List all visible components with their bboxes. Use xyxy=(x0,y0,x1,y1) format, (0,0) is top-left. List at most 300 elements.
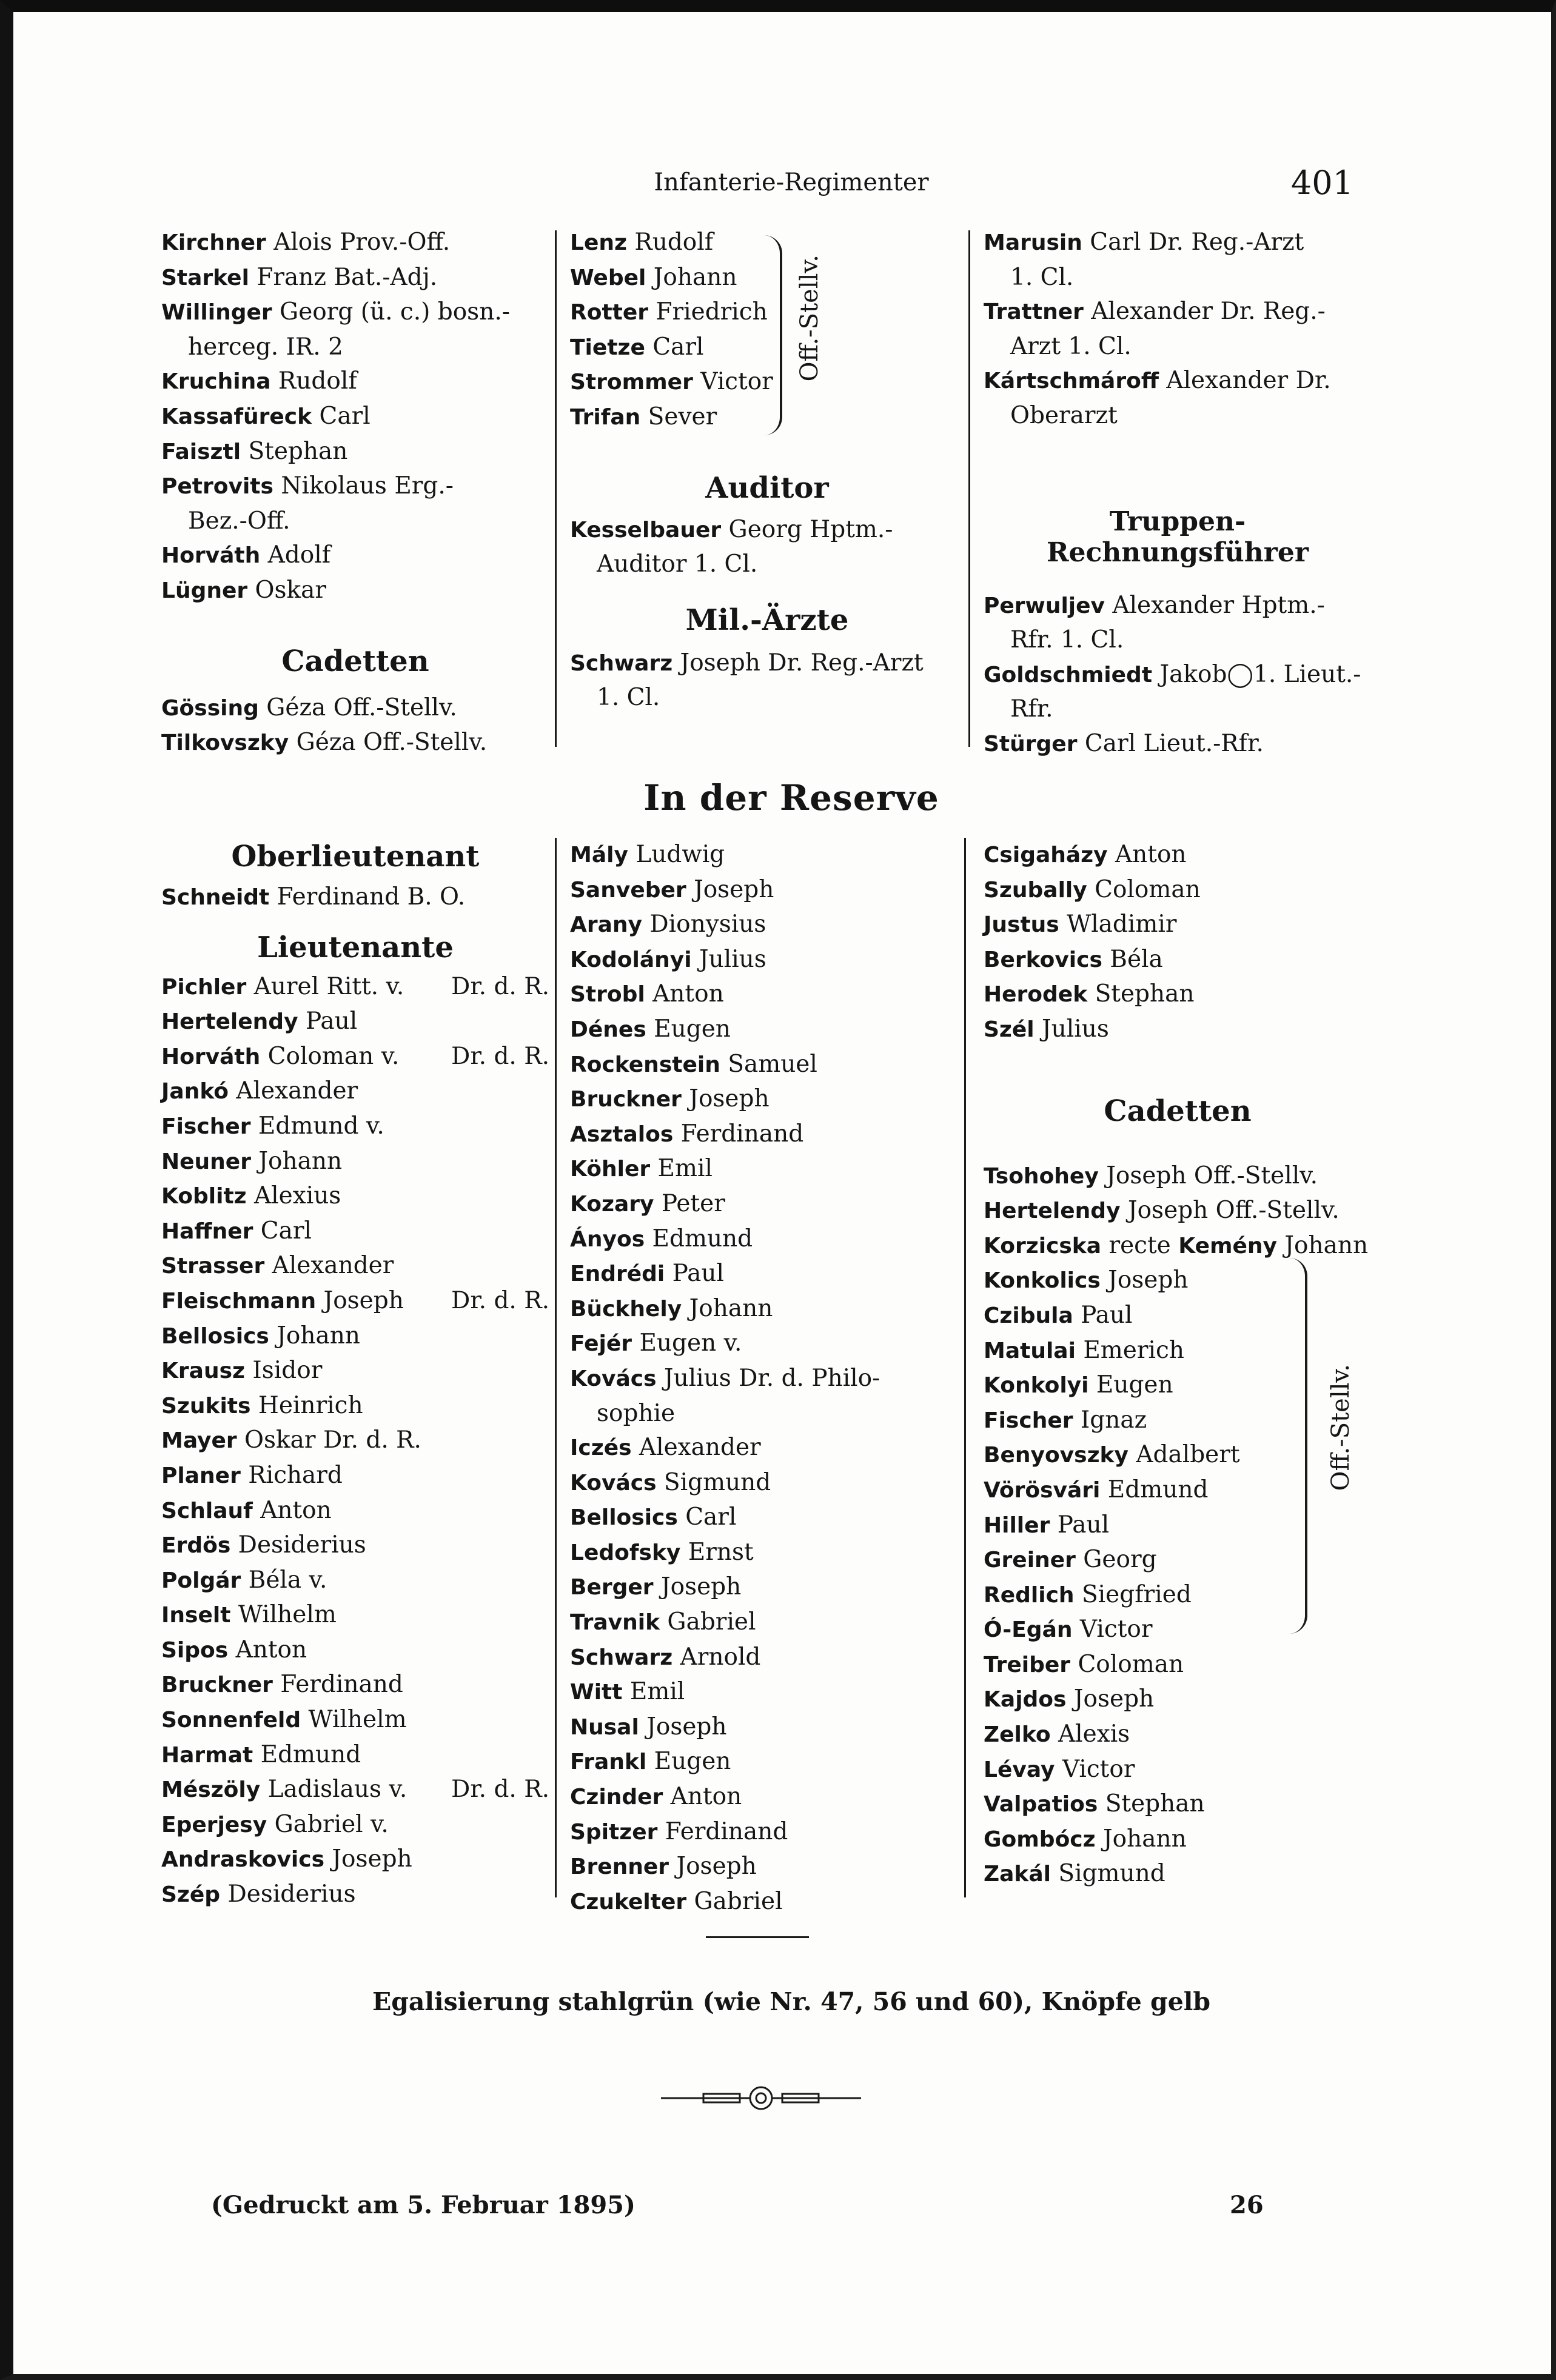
entry-detail: Coloman v. xyxy=(260,1042,400,1070)
entry-surname: Planer xyxy=(161,1463,241,1488)
list-item xyxy=(570,1187,964,1222)
list-item xyxy=(570,547,964,582)
list-item xyxy=(984,1578,1372,1613)
entry-detail: Ferdinand xyxy=(673,1120,804,1148)
entry-detail: Franz Bat.-Adj. xyxy=(249,263,438,291)
offstellv-label-2: Off.-Stellv. xyxy=(1327,1364,1355,1491)
list-item xyxy=(570,1570,964,1605)
entry-surname: Kovács xyxy=(570,1366,657,1391)
cadetten-heading-2: Cadetten xyxy=(1104,1094,1252,1128)
list-item xyxy=(570,1500,964,1536)
entry-detail: Carl xyxy=(253,1217,312,1245)
entry-surname: Bruckner xyxy=(570,1087,682,1112)
list-item xyxy=(570,1640,964,1676)
list-item xyxy=(984,1473,1372,1508)
entry-detail: Dionysius xyxy=(642,911,766,938)
print-date: (Gedruckt am 5. Februar 1895) xyxy=(211,2191,635,2219)
entry-detail: Alexander xyxy=(229,1077,358,1105)
entry-surname: Hertelendy xyxy=(161,1009,298,1035)
entry-detail: Carl xyxy=(677,1503,737,1531)
entry-surname: Gössing xyxy=(161,695,259,721)
entry-surname: Rockenstein xyxy=(570,1052,720,1077)
entry-detail: Heinrich xyxy=(250,1391,363,1419)
list-item xyxy=(984,1857,1372,1892)
entry-detail: Carl Lieut.-Rfr. xyxy=(1077,729,1264,757)
entry-surname: Schlauf xyxy=(161,1498,253,1523)
entry-surname: Kártschmároff xyxy=(984,369,1159,394)
entry-surname: Schwarz xyxy=(570,1645,673,1670)
list-item xyxy=(161,1145,549,1180)
entry-detail: Joseph xyxy=(1100,1266,1189,1294)
column-divider xyxy=(555,838,557,1897)
list-item xyxy=(161,1389,549,1424)
entry-surname: Haffner xyxy=(161,1218,253,1244)
reserve-col1 xyxy=(161,835,549,1913)
entry-detail: Emil xyxy=(622,1678,685,1706)
list-item xyxy=(161,1528,549,1563)
list-item xyxy=(984,226,1372,261)
list-item xyxy=(161,1004,549,1040)
list-item xyxy=(984,1543,1372,1578)
entry-detail: Georg xyxy=(1075,1546,1157,1574)
list-item xyxy=(570,1675,964,1710)
entry-surname: Czukelter xyxy=(570,1889,687,1914)
list-item xyxy=(984,908,1372,943)
entry-detail: Anton xyxy=(1107,841,1187,868)
entry-detail: Victor xyxy=(1072,1616,1153,1643)
list-item xyxy=(161,1354,549,1389)
list-item xyxy=(570,1536,964,1571)
list-item xyxy=(570,1082,964,1117)
entry-surname: Bellosics xyxy=(161,1323,269,1349)
entry-detail: Anton xyxy=(663,1783,742,1811)
entry-detail: Emerich xyxy=(1075,1336,1184,1364)
brace xyxy=(1287,1258,1307,1634)
list-item xyxy=(984,943,1372,978)
entry-surname: Konkolics xyxy=(984,1268,1101,1294)
list-item xyxy=(984,1263,1372,1299)
entry-surname: Kajdos xyxy=(984,1687,1067,1713)
entry-detail: Ernst xyxy=(680,1538,754,1566)
list-item xyxy=(984,658,1372,693)
list-item xyxy=(570,646,964,681)
entry-detail: Johann xyxy=(1277,1231,1369,1259)
entry-detail: Emil xyxy=(650,1155,713,1183)
entry-surname: Stürger xyxy=(984,731,1078,757)
list-item xyxy=(161,538,549,573)
list-item xyxy=(161,1284,549,1319)
list-item xyxy=(984,1438,1372,1473)
entry-surname: Witt xyxy=(570,1680,623,1705)
entry-surname: Sipos xyxy=(161,1637,229,1663)
entry-detail: Edmund xyxy=(1100,1476,1209,1503)
entry-surname: Kodolányi xyxy=(570,947,692,972)
entry-detail: Coloman xyxy=(1087,875,1201,903)
entry-surname: Lenz xyxy=(570,230,627,255)
entry-surname: Polgár xyxy=(161,1568,241,1593)
entry-detail: Johann xyxy=(1095,1825,1187,1853)
list-item xyxy=(984,399,1372,433)
entry-detail: Joseph xyxy=(681,1085,770,1113)
entry-surname: Pichler xyxy=(161,974,247,1000)
entry-surname: Andraskovics xyxy=(161,1847,325,1873)
list-item xyxy=(984,1787,1372,1822)
entry-surname: Schneidt xyxy=(161,885,270,910)
entry-detail: Adolf xyxy=(260,541,331,569)
entry-surname: Trifan xyxy=(570,404,641,430)
entry-surname: Faisztl xyxy=(161,439,241,464)
list-item xyxy=(161,1842,549,1877)
entry-detail: Joseph xyxy=(669,1853,757,1880)
entry-detail: Eugen xyxy=(646,1748,731,1776)
entry-detail: Rudolf xyxy=(626,229,714,256)
entry-detail: Anton xyxy=(228,1636,307,1663)
list-item xyxy=(161,1040,549,1075)
entry-detail: Friedrich xyxy=(648,298,768,326)
list-item xyxy=(161,1109,549,1145)
entry-continuation: Auditor 1. Cl. xyxy=(597,550,758,578)
list-item xyxy=(161,1738,549,1773)
list-item xyxy=(570,1605,964,1640)
entry-detail: Joseph xyxy=(639,1713,727,1740)
entry-surname: Krausz xyxy=(161,1359,245,1384)
entry-surname: Korzicska xyxy=(984,1233,1102,1259)
entry-detail: Paul xyxy=(1050,1511,1110,1539)
entry-surname: Nusal xyxy=(570,1714,639,1740)
list-item xyxy=(570,1466,964,1501)
entry-detail: Julius xyxy=(691,945,766,973)
entry-surname: Inselt xyxy=(161,1603,231,1628)
entry-detail: Oskar xyxy=(247,576,327,604)
entry-surname: Szubally xyxy=(984,877,1087,903)
entry-surname: Perwuljev xyxy=(984,593,1105,618)
entry-detail: Carl xyxy=(645,333,704,361)
column-divider xyxy=(555,230,557,747)
entry-surname: Redlich xyxy=(984,1582,1075,1608)
page-number: 401 xyxy=(1290,164,1353,202)
entry-detail: Carl Dr. Reg.-Arzt xyxy=(1082,229,1304,256)
list-item xyxy=(984,1229,1372,1264)
entry-continuation: Bez.-Off. xyxy=(188,507,290,535)
entry-detail: Sigmund xyxy=(656,1468,771,1496)
list-item xyxy=(161,1773,549,1808)
entry-surname: Schwarz xyxy=(570,650,673,676)
list-item xyxy=(984,692,1372,727)
entry-title: Dr. d. R. xyxy=(451,1776,549,1803)
list-item xyxy=(161,1703,549,1738)
reserve-col2 xyxy=(570,838,964,1919)
entry-detail: Eugen v. xyxy=(632,1329,742,1357)
entry-surname: Tietze xyxy=(570,335,645,360)
list-item xyxy=(161,1074,549,1109)
list-item xyxy=(984,589,1372,624)
entry-surname: Fischer xyxy=(161,1114,251,1139)
entry-surname: Sonnenfeld xyxy=(161,1708,301,1733)
auditor-heading: Auditor xyxy=(705,470,829,505)
list-item xyxy=(570,943,964,978)
list-item xyxy=(161,691,549,726)
entry-surname: Spitzer xyxy=(570,1819,658,1845)
truppen-heading: Truppen-Rechnungsführer xyxy=(1046,506,1309,568)
entry-detail: Desiderius xyxy=(230,1531,366,1559)
list-item xyxy=(570,1431,964,1466)
ornament xyxy=(661,2084,861,2112)
col1-top-list xyxy=(161,226,549,761)
entry-surname: Kassafüreck xyxy=(161,404,312,429)
entry-surname: Horváth xyxy=(161,543,261,569)
entry-detail: Alois Prov.-Off. xyxy=(266,229,451,256)
entry-surname: Gombócz xyxy=(984,1827,1096,1852)
list-item xyxy=(161,880,549,915)
list-item xyxy=(984,1648,1372,1683)
entry-detail: Victor xyxy=(1055,1755,1135,1783)
entry-surname: Vörösvári xyxy=(984,1477,1101,1503)
list-item xyxy=(984,1368,1372,1403)
list-item xyxy=(984,873,1372,908)
column-divider xyxy=(964,838,966,1897)
entry-surname: Goldschmiedt xyxy=(984,662,1153,687)
entry-surname: Lügner xyxy=(161,578,248,603)
entry-surname: Neuner xyxy=(161,1149,251,1174)
entry-detail: Nikolaus Erg.- xyxy=(273,472,454,500)
entry-detail: Adalbert xyxy=(1128,1441,1240,1469)
entry-detail: Anton xyxy=(645,980,724,1008)
list-item xyxy=(984,261,1372,295)
list-item xyxy=(161,330,549,365)
entry-detail: Paul xyxy=(1073,1301,1133,1329)
entry-detail: Joseph xyxy=(686,875,774,903)
entry-detail: Joseph Off.-Stellv. xyxy=(1098,1162,1318,1189)
entry-surname: Berger xyxy=(570,1575,654,1600)
entry-continuation: herceg. IR. 2 xyxy=(188,333,343,361)
entry-surname: Justus xyxy=(984,912,1059,938)
list-item xyxy=(570,838,964,873)
list-item xyxy=(161,469,549,504)
entry-surname: Eperjesy xyxy=(161,1812,267,1837)
entry-detail: Wilhelm xyxy=(301,1706,407,1734)
entry-surname: Fleischmann xyxy=(161,1288,317,1314)
entry-surname: Iczés xyxy=(570,1436,632,1461)
entry-surname: Zakál xyxy=(984,1862,1051,1887)
entry-detail: Alexander Hptm.- xyxy=(1105,591,1325,619)
sheet-number: 26 xyxy=(1230,2191,1264,2219)
list-item xyxy=(570,908,964,943)
list-item xyxy=(161,573,549,609)
entry-detail: Stephan xyxy=(1098,1790,1205,1818)
entry-detail: Siegfried xyxy=(1074,1580,1192,1608)
list-item xyxy=(984,977,1372,1012)
list-item xyxy=(570,1257,964,1292)
entry-detail: Béla xyxy=(1102,945,1163,973)
list-item xyxy=(984,1012,1372,1048)
list-item xyxy=(984,1194,1372,1229)
entry-surname: Webel xyxy=(570,265,646,290)
list-item xyxy=(161,1668,549,1703)
entry-detail: Géza Off.-Stellv. xyxy=(258,694,457,721)
entry-detail: Joseph xyxy=(1066,1685,1155,1713)
entry-continuation: Rfr. xyxy=(1010,695,1053,723)
list-item xyxy=(161,1633,549,1668)
list-item xyxy=(984,330,1372,364)
entry-surname: Ó-Egán xyxy=(984,1617,1073,1643)
entry-detail: Géza Off.-Stellv. xyxy=(289,729,488,757)
entry-detail: Sigmund xyxy=(1050,1860,1165,1888)
entry-detail: Peter xyxy=(654,1189,725,1217)
entry-detail: Jakob◯1. Lieut.- xyxy=(1152,660,1361,688)
list-item xyxy=(570,1152,964,1187)
entry-detail: Edmund xyxy=(253,1740,361,1768)
entry-surname: Mészöly xyxy=(161,1777,261,1803)
entry-surname: Czinder xyxy=(570,1785,663,1810)
entry-detail: Paul xyxy=(665,1260,725,1288)
entry-surname: Kirchner xyxy=(161,230,266,255)
entry-surname: Bückhely xyxy=(570,1296,682,1322)
entry-surname: Valpatios xyxy=(984,1792,1098,1817)
entry-continuation: Oberarzt xyxy=(1010,401,1118,429)
entry-surname: Fejér xyxy=(570,1331,632,1357)
cadetten-heading-1: Cadetten xyxy=(281,644,429,678)
list-item xyxy=(161,399,549,435)
entry-surname: Travnik xyxy=(570,1610,660,1636)
list-item xyxy=(570,1326,964,1362)
entry-surname: Tsohohey xyxy=(984,1163,1099,1189)
list-item xyxy=(161,435,549,470)
list-item xyxy=(161,970,549,1005)
entry-detail: Gabriel xyxy=(686,1887,783,1915)
entry-detail: Julius xyxy=(1034,1015,1109,1043)
entry-detail: Desiderius xyxy=(220,1880,356,1908)
entry-detail: Johann xyxy=(250,1147,343,1175)
entry-surname: Strommer xyxy=(570,370,693,395)
lieutenante-heading: Lieutenante xyxy=(257,930,454,964)
entry-surname: Ledofsky xyxy=(570,1540,681,1565)
list-item xyxy=(570,681,964,715)
entry-detail: Ignaz xyxy=(1073,1406,1147,1434)
entry-detail: Johann xyxy=(269,1322,360,1349)
list-item xyxy=(570,1292,964,1327)
reserve-col3 xyxy=(984,838,1372,1892)
entry-surname: Herodek xyxy=(984,982,1088,1008)
entry-surname: Bruckner xyxy=(161,1673,273,1698)
list-item xyxy=(984,1159,1372,1194)
entry-detail: Ladislaus v. xyxy=(260,1776,407,1803)
list-item xyxy=(984,1682,1372,1717)
entry-continuation: Arzt 1. Cl. xyxy=(1010,332,1132,360)
list-item xyxy=(570,1222,964,1257)
entry-detail: Oskar Dr. d. R. xyxy=(236,1426,421,1454)
entry-detail: Alexis xyxy=(1050,1720,1130,1748)
entry-detail: Alexander xyxy=(264,1252,394,1280)
entry-surname: Hertelendy xyxy=(984,1198,1121,1224)
entry-detail: recte xyxy=(1101,1231,1171,1259)
list-item xyxy=(161,1179,549,1214)
list-item xyxy=(984,623,1372,658)
entry-surname: Jankó xyxy=(161,1079,229,1105)
entry-detail: Aurel Ritt. v. xyxy=(246,972,404,1000)
entry-detail: Wilhelm xyxy=(230,1601,337,1629)
divider-rule xyxy=(706,1936,809,1938)
entry-title: Dr. d. R. xyxy=(451,1042,549,1070)
list-item xyxy=(570,1745,964,1780)
entry-detail: Johann xyxy=(646,263,737,291)
entry-surname: Mayer xyxy=(161,1428,237,1454)
entry-surname: Asztalos xyxy=(570,1121,674,1147)
entry-detail: Georg Hptm.- xyxy=(721,515,893,543)
list-item xyxy=(161,1563,549,1599)
entry-title: Dr. d. R. xyxy=(451,972,549,1000)
entry-detail: Eugen xyxy=(646,1015,731,1043)
entry-surname: Frankl xyxy=(570,1750,647,1775)
entry-detail: Gabriel xyxy=(660,1608,756,1636)
list-item xyxy=(570,1012,964,1048)
entry-surname: Hiller xyxy=(984,1513,1050,1538)
entry-detail: Isidor xyxy=(244,1357,323,1385)
entry-surname: Fischer xyxy=(984,1408,1073,1433)
entry-surname: Horváth xyxy=(161,1044,261,1069)
entry-detail: Rudolf xyxy=(270,367,357,395)
entry-detail: Edmund v. xyxy=(250,1112,384,1140)
entry-detail: Sever xyxy=(640,403,717,430)
list-item xyxy=(984,727,1372,762)
entry-detail: Victor xyxy=(692,368,773,396)
entry-title: Dr. d. R. xyxy=(451,1286,549,1314)
entry-detail: Alexander xyxy=(631,1434,761,1462)
milaerzte-heading: Mil.-Ärzte xyxy=(685,603,849,637)
entry-surname: Erdös xyxy=(161,1533,231,1559)
entry-continuation: sophie xyxy=(597,1399,676,1427)
list-item xyxy=(161,1598,549,1633)
entry-surname: Benyovszky xyxy=(984,1443,1128,1468)
entry-detail: Ludwig xyxy=(628,841,725,868)
entry-detail: Alexander Dr. Reg.- xyxy=(1083,298,1326,326)
list-item xyxy=(984,364,1372,399)
list-item xyxy=(161,1214,549,1249)
entry-detail: Joseph Dr. Reg.-Arzt xyxy=(672,649,924,677)
entry-detail: Paul xyxy=(298,1008,358,1035)
entry-surname: Zelko xyxy=(984,1722,1051,1748)
entry-detail: Ferdinand B. O. xyxy=(269,883,466,911)
reserve-heading: In der Reserve xyxy=(643,777,939,818)
entry-detail: Edmund xyxy=(645,1225,753,1252)
entry-detail: Ferdinand xyxy=(657,1817,788,1845)
entry-surname: Petrovits xyxy=(161,474,273,500)
list-item xyxy=(570,1885,964,1920)
list-item xyxy=(161,295,549,330)
entry-surname: Koblitz xyxy=(161,1184,247,1209)
list-item xyxy=(570,1710,964,1745)
entry-detail: Stephan xyxy=(241,437,348,465)
entry-surname: Konkolyi xyxy=(984,1373,1089,1399)
entry-surname: Tilkovszky xyxy=(161,730,289,756)
entry-surname: Mály xyxy=(570,843,628,867)
entry-surname: Strobl xyxy=(570,982,645,1008)
list-item xyxy=(984,1613,1372,1648)
entry-surname: Lévay xyxy=(984,1757,1055,1782)
entry-detail: Gabriel v. xyxy=(267,1810,389,1838)
oberlieutenant-heading: Oberlieutenant xyxy=(231,840,480,874)
list-item xyxy=(570,1397,964,1431)
entry-detail: Eugen xyxy=(1088,1371,1173,1399)
list-item xyxy=(984,1822,1372,1857)
list-item xyxy=(161,226,549,261)
list-item xyxy=(161,726,549,761)
entry-detail: Wladimir xyxy=(1059,911,1177,938)
entry-surname: Köhler xyxy=(570,1157,651,1182)
brace xyxy=(764,235,782,435)
list-item xyxy=(984,295,1372,330)
entry-detail: Georg (ü. c.) bosn.- xyxy=(272,298,510,326)
entry-surname: Kesselbauer xyxy=(570,517,722,543)
